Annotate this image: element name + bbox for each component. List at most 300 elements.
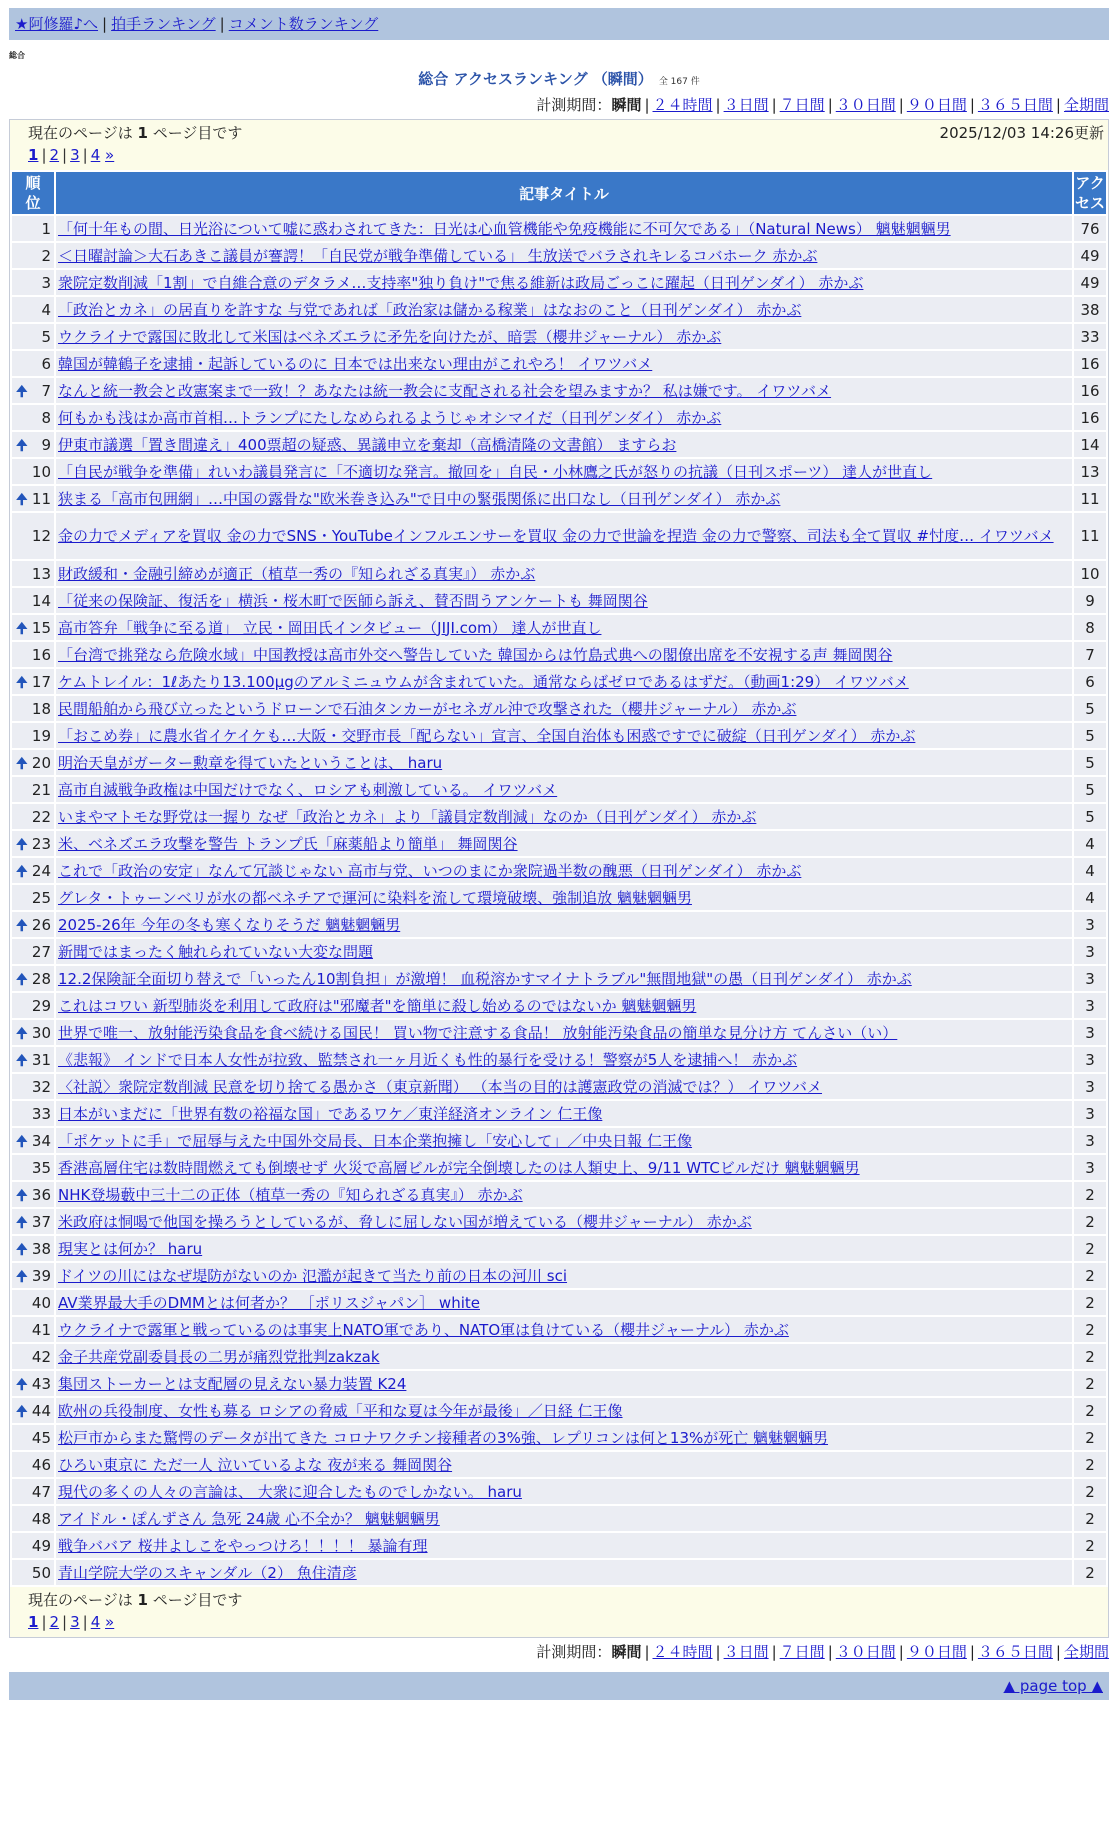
article-link[interactable]: 青山学院大学のスキャンダル（2） 魚住清彦 <box>58 1563 357 1582</box>
access-count: 4 <box>1074 885 1106 910</box>
rank-cell <box>12 939 54 964</box>
title-cell <box>56 1452 1072 1477</box>
access-count: 2 <box>1074 1560 1106 1585</box>
table-row <box>12 939 1106 964</box>
table-row <box>12 912 1106 937</box>
table-row <box>12 1155 1106 1180</box>
title-cell <box>56 1236 1072 1261</box>
article-link[interactable]: 民間船舶から飛び立ったというドローンで石油タンカーがセネガル沖で攻撃された（櫻井ジャーナル） 赤かぶ <box>58 699 797 718</box>
period-link[interactable]: ２４時間 <box>652 96 713 114</box>
rank-up-arrow-icon: 🠉 <box>16 384 28 400</box>
title-cell <box>56 1182 1072 1207</box>
rank-cell <box>12 723 54 748</box>
rank-cell <box>12 1074 54 1099</box>
rank-cell <box>12 750 54 775</box>
separator: | <box>62 146 68 164</box>
page-info-row-bottom <box>10 1587 1108 1611</box>
rank-number: 46 <box>31 1455 51 1474</box>
col-header-rank: 順 位 <box>12 172 54 214</box>
title-cell <box>56 1560 1072 1585</box>
article-link[interactable]: 日本がいまだに「世界有数の裕福な国」であるワケ／東洋経済オンライン 仁王像 <box>58 1104 603 1123</box>
title-cell <box>56 243 1072 268</box>
rank-number: 44 <box>31 1401 51 1420</box>
access-count: 2 <box>1074 1344 1106 1369</box>
rank-cell <box>12 777 54 802</box>
applause-ranking-link[interactable]: 拍手ランキング <box>111 15 216 33</box>
rank-cell <box>12 1020 54 1045</box>
rank-up-arrow-icon: 🠉 <box>16 1026 28 1042</box>
table-row <box>12 243 1106 268</box>
rank-number: 17 <box>31 672 51 691</box>
rank-number: 28 <box>31 969 51 988</box>
article-link[interactable]: 狭まる「高市包囲網」…中国の露骨な"欧米巻き込み"で日中の緊張関係に出口なし（日刊ゲンダイ） 赤かぶ <box>58 489 781 508</box>
rank-cell <box>12 405 54 430</box>
table-row <box>12 966 1106 991</box>
rank-number: 48 <box>31 1509 51 1528</box>
access-count: 3 <box>1074 993 1106 1018</box>
rank-cell <box>12 216 54 241</box>
rank-cell <box>12 615 54 640</box>
table-row <box>12 885 1106 910</box>
comment-ranking-link[interactable]: コメント数ランキング <box>228 15 379 33</box>
period-link[interactable]: ３６５日間 <box>977 96 1053 114</box>
separator: | <box>827 96 833 114</box>
access-count: 13 <box>1074 459 1106 484</box>
rank-number: 23 <box>31 834 51 853</box>
table-row <box>12 1101 1106 1126</box>
article-link[interactable]: いまやマトモな野党は一握り なぜ「政治とカネ」より「議員定数削減」なのか（日刊ゲンダイ） 赤かぶ <box>58 807 757 826</box>
rank-up-arrow-icon: 🠉 <box>16 1242 28 1258</box>
title-cell <box>56 1371 1072 1396</box>
pager-next-link[interactable]: » <box>105 1613 115 1631</box>
pager-page-link[interactable]: 4 <box>90 146 101 164</box>
separator: | <box>82 1613 88 1631</box>
access-count: 3 <box>1074 1128 1106 1153</box>
article-link[interactable]: 欧州の兵役制度、女性も募る ロシアの脅威「平和な夏は今年が最後」／日経 仁王像 <box>58 1401 623 1420</box>
table-row <box>12 270 1106 295</box>
separator: | <box>62 1613 68 1631</box>
article-link[interactable]: 明治天皇がガーター勲章を得ていたということは、 haru <box>58 753 443 772</box>
access-count: 5 <box>1074 750 1106 775</box>
table-row <box>12 1452 1106 1477</box>
separator: | <box>41 1613 47 1631</box>
rank-up-arrow-icon: 🠉 <box>16 1404 28 1420</box>
access-count: 5 <box>1074 804 1106 829</box>
table-row <box>12 351 1106 376</box>
rank-number: 11 <box>31 489 51 508</box>
title-cell <box>56 966 1072 991</box>
separator: | <box>715 96 721 114</box>
article-link[interactable]: 「従来の保険証、復活を」横浜・桜木町で医師ら訴え、賛否問うアンケートも 舞岡関谷 <box>58 591 648 610</box>
rank-number: 40 <box>31 1293 51 1312</box>
title-cell <box>56 1506 1072 1531</box>
access-count: 2 <box>1074 1209 1106 1234</box>
rank-cell <box>12 324 54 349</box>
title-cell <box>56 1533 1072 1558</box>
article-link[interactable]: 財政緩和・金融引締めが適正（植草一秀の『知られざる真実』） 赤かぶ <box>58 564 536 583</box>
title-cell <box>56 777 1072 802</box>
article-link[interactable]: 金の力でメディアを買収 金の力でSNS・YouTubeインフルエンサーを買収 金の力で世論を捏造 金の力で警察、司法も全て買収 #忖度… イワツバメ <box>58 527 1054 545</box>
rank-number: 6 <box>41 354 51 373</box>
table-row <box>12 1290 1106 1315</box>
home-link[interactable]: ★阿修羅♪へ <box>15 15 99 33</box>
rank-up-arrow-icon: 🠉 <box>16 918 28 934</box>
title-cell <box>56 804 1072 829</box>
rank-up-arrow-icon: 🠉 <box>16 1377 28 1393</box>
period-link[interactable]: ３日間 <box>723 96 769 114</box>
rank-up-arrow-icon: 🠉 <box>16 1269 28 1285</box>
access-count: 2 <box>1074 1371 1106 1396</box>
article-link[interactable]: 《悲報》 インドで日本人女性が拉致、監禁され一ヶ月近くも性的暴行を受ける！警察が5人を逮捕へ！ 赤かぶ <box>58 1050 798 1069</box>
separator: | <box>644 1643 650 1661</box>
rank-number: 9 <box>41 435 51 454</box>
rank-number: 31 <box>31 1050 51 1069</box>
pager-current-page[interactable]: 1 <box>28 146 39 164</box>
access-count: 5 <box>1074 723 1106 748</box>
pager-page-link[interactable]: 2 <box>49 1613 60 1631</box>
title-cell <box>56 432 1072 457</box>
title-cell <box>56 1290 1072 1315</box>
article-link[interactable]: これはコワい 新型肺炎を利用して政府は"邪魔者"を簡単に殺し始めるのではないか 魑魅魍魎男 <box>58 996 697 1015</box>
title-cell <box>56 561 1072 586</box>
separator: | <box>771 1643 777 1661</box>
table-row <box>12 1425 1106 1450</box>
rank-up-arrow-icon: 🠉 <box>16 1053 28 1069</box>
title-cell <box>56 885 1072 910</box>
period-link[interactable]: ３０日間 <box>835 96 896 114</box>
ranking-table <box>10 170 1108 1587</box>
pager-next-link[interactable]: » <box>105 146 115 164</box>
period-link[interactable]: ３日間 <box>723 1643 769 1661</box>
rank-cell <box>12 1236 54 1261</box>
title-cell <box>56 1398 1072 1423</box>
article-link[interactable]: 伊東市議選「置き間違え」400票超の疑惑、異議申立を棄却（高橋清隆の文書館） ますらお <box>58 435 677 454</box>
rank-up-arrow-icon: 🠉 <box>16 972 28 988</box>
pager-bottom <box>10 1611 1108 1637</box>
period-link[interactable]: ３０日間 <box>835 1643 896 1661</box>
article-link[interactable]: ひろい東京に ただ一人 泣いているよな 夜が来る 舞岡関谷 <box>58 1455 453 1474</box>
article-link[interactable]: AV業界最大手のDMMとは何者か？ ［ポリスジャパン］ white <box>58 1293 480 1312</box>
total-count: 全 167 件 <box>658 77 700 87</box>
title-cell <box>56 858 1072 883</box>
separator: | <box>898 1643 904 1661</box>
page-top-link[interactable]: ▲ page top ▲ <box>1003 1677 1103 1695</box>
rank-number: 32 <box>31 1077 51 1096</box>
rank-number: 30 <box>31 1023 51 1042</box>
updated-timestamp: 2025/12/03 14:26更新 <box>939 124 1104 142</box>
article-link[interactable]: 韓国が韓鶴子を逮捕・起訴しているのに 日本では出来ない理由がこれやろ！ イワツバメ <box>58 354 653 373</box>
article-link[interactable]: なんと統一教会と改憲案まで一致！？あなたは統一教会に支配される社会を望みますか？ 私は嫌です。 イワツバメ <box>58 381 832 400</box>
table-header-row <box>12 172 1106 214</box>
rank-cell <box>12 1101 54 1126</box>
table-row <box>12 1236 1106 1261</box>
page-info: 現在のページは 1 ページ目です <box>28 1591 243 1609</box>
article-link[interactable]: 「おこめ券」に農水省イケイケも…大阪・交野市長「配らない」宣言、全国自治体も困惑ですでに破綻（日刊ゲンダイ） 赤かぶ <box>58 726 916 745</box>
access-count: 2 <box>1074 1425 1106 1450</box>
rank-number: 10 <box>31 462 51 481</box>
rank-cell <box>12 1182 54 1207</box>
pager-current-page[interactable]: 1 <box>28 1613 39 1631</box>
period-link[interactable]: ７日間 <box>779 1643 825 1661</box>
article-link[interactable]: ドイツの川にはなぜ堤防がないのか 氾濫が起きて当たり前の日本の河川 sci <box>58 1266 568 1285</box>
article-link[interactable]: 松戸市からまた驚愕のデータが出てきた コロナワクチン接種者の3%強、レプリコンは何と13%が死亡 魑魅魍魎男 <box>58 1428 829 1447</box>
period-link[interactable]: ３６５日間 <box>977 1643 1053 1661</box>
title-cell <box>56 459 1072 484</box>
access-count: 3 <box>1074 966 1106 991</box>
rank-cell <box>12 1479 54 1504</box>
table-row <box>12 297 1106 322</box>
rank-number: 39 <box>31 1266 51 1285</box>
separator: | <box>1055 1643 1061 1661</box>
access-count: 2 <box>1074 1317 1106 1342</box>
title-cell <box>56 405 1072 430</box>
article-link[interactable]: 「何十年もの間、日光浴について嘘に惑わされてきた：日光は心血管機能や免疫機能に不可欠である」（Natural News） 魑魅魍魎男 <box>58 219 951 238</box>
article-link[interactable]: 米政府は恫喝で他国を操ろうとしているが、脅しに屈しない国が増えている（櫻井ジャーナル） 赤かぶ <box>58 1212 752 1231</box>
pager-page-link[interactable]: 4 <box>90 1613 101 1631</box>
access-count: 3 <box>1074 939 1106 964</box>
rank-number: 16 <box>31 645 51 664</box>
rank-number: 12 <box>31 527 51 545</box>
access-count: 9 <box>1074 588 1106 613</box>
rank-cell <box>12 831 54 856</box>
rank-cell <box>12 1425 54 1450</box>
table-row <box>12 378 1106 403</box>
period-link[interactable]: ９０日間 <box>906 96 967 114</box>
access-count: 38 <box>1074 297 1106 322</box>
rank-cell <box>12 351 54 376</box>
separator: | <box>771 96 777 114</box>
access-count: 4 <box>1074 858 1106 883</box>
rank-number: 43 <box>31 1374 51 1393</box>
rank-number: 36 <box>31 1185 51 1204</box>
table-row <box>12 459 1106 484</box>
table-row <box>12 486 1106 511</box>
table-row <box>12 642 1106 667</box>
title-cell <box>56 216 1072 241</box>
rank-cell <box>12 696 54 721</box>
article-link[interactable]: 何もかも浅はか高市首相…トランプにたしなめられるようじゃオシマイだ（日刊ゲンダイ） 赤かぶ <box>58 408 722 427</box>
title-cell <box>56 912 1072 937</box>
rank-number: 41 <box>31 1320 51 1339</box>
rank-number: 26 <box>31 915 51 934</box>
table-row <box>12 1263 1106 1288</box>
rank-number: 19 <box>31 726 51 745</box>
article-link[interactable]: 衆院定数削減「1割」で自維合意のデタラメ…支持率"独り負け"で焦る維新は政局ごっこに躍起（日刊ゲンダイ） 赤かぶ <box>58 273 864 292</box>
table-row <box>12 723 1106 748</box>
rank-up-arrow-icon: 🠉 <box>16 438 28 454</box>
article-link[interactable]: 「台湾で挑発なら危険水域」中国教授は高市外交へ警告していた 韓国からは竹島式典への閣僚出席を不安視する声 舞岡関谷 <box>58 645 893 664</box>
rank-number: 13 <box>31 564 51 583</box>
title-cell <box>56 993 1072 1018</box>
table-row <box>12 858 1106 883</box>
period-link[interactable]: 全期間 <box>1063 96 1109 114</box>
rank-cell <box>12 432 54 457</box>
article-link[interactable]: 戦争ババア 桜井よしこをやっつけろ！！！！ 暴論有理 <box>58 1536 428 1555</box>
title-cell <box>56 1128 1072 1153</box>
ranking-box <box>9 119 1109 1638</box>
rank-number: 3 <box>41 273 51 292</box>
access-count: 49 <box>1074 270 1106 295</box>
article-link[interactable]: 世界で唯一、放射能汚染食品を食べ続ける国民！ 買い物で注意する食品！ 放射能汚染食品の簡単な見分け方 てんさい（い） <box>58 1023 898 1042</box>
rank-number: 1 <box>41 219 51 238</box>
access-count: 2 <box>1074 1236 1106 1261</box>
title-cell <box>56 324 1072 349</box>
access-count: 7 <box>1074 642 1106 667</box>
table-row <box>12 1047 1106 1072</box>
title-cell <box>56 297 1072 322</box>
access-count: 76 <box>1074 216 1106 241</box>
title-cell <box>56 1317 1072 1342</box>
access-count: 5 <box>1074 777 1106 802</box>
access-count: 2 <box>1074 1533 1106 1558</box>
article-link[interactable]: 集団ストーカーとは支配層の見えない暴力装置 K24 <box>58 1374 407 1393</box>
rank-up-arrow-icon: 🠉 <box>16 675 28 691</box>
table-row <box>12 993 1106 1018</box>
rank-number: 47 <box>31 1482 51 1501</box>
rank-number: 4 <box>41 300 51 319</box>
rank-number: 20 <box>31 753 51 772</box>
article-link[interactable]: ＜日曜討論＞大石あきこ議員が謇諤！「自民党が戦争準備している」 生放送でバラされキレるコバホーク 赤かぶ <box>58 246 818 265</box>
title-cell <box>56 1155 1072 1180</box>
title-cell <box>56 486 1072 511</box>
table-row <box>12 216 1106 241</box>
table-row <box>12 804 1106 829</box>
access-count: 2 <box>1074 1479 1106 1504</box>
title-cell <box>56 1263 1072 1288</box>
footer-bar <box>9 1672 1109 1700</box>
rank-cell <box>12 858 54 883</box>
access-count: 3 <box>1074 1047 1106 1072</box>
article-link[interactable]: ウクライナで露国に敗北して米国はベネズエラに矛先を向けたが、暗雲（櫻井ジャーナル） 赤かぶ <box>58 327 722 346</box>
title-cell <box>56 1047 1072 1072</box>
separator: | <box>969 96 975 114</box>
table-row <box>12 1479 1106 1504</box>
title-cell <box>56 723 1072 748</box>
period-link[interactable]: 全期間 <box>1063 1643 1109 1661</box>
rank-number: 45 <box>31 1428 51 1447</box>
access-count: 3 <box>1074 1020 1106 1045</box>
article-link[interactable]: 〈社説〉衆院定数削減 民意を切り捨てる愚かさ（東京新聞） （本当の目的は護憲政党の消滅では？） イワツバメ <box>58 1077 823 1096</box>
article-link[interactable]: 高市答弁「戦争に至る道」 立民・岡田氏インタビュー（JIJI.com） 達人が世直し <box>58 618 602 637</box>
title-cell <box>56 351 1072 376</box>
rank-up-arrow-icon: 🠉 <box>16 492 28 508</box>
rank-up-arrow-icon: 🠉 <box>16 621 28 637</box>
article-link[interactable]: NHK登場藪中三十二の正体（植草一秀の『知られざる真実』） 赤かぶ <box>58 1185 523 1204</box>
article-link[interactable]: 高市自滅戦争政権は中国だけでなく、ロシアも刺激している。 イワツバメ <box>58 780 558 799</box>
separator: | <box>1055 96 1061 114</box>
rank-cell <box>12 1371 54 1396</box>
table-row <box>12 1209 1106 1234</box>
article-link[interactable]: アイドル・ぽんずさん 急死 24歳 心不全か？ 魑魅魍魎男 <box>58 1509 440 1528</box>
pager <box>10 144 1108 170</box>
rank-cell <box>12 297 54 322</box>
access-count: 16 <box>1074 351 1106 376</box>
rank-number: 5 <box>41 327 51 346</box>
title-cell <box>56 939 1072 964</box>
article-link[interactable]: ケムトレイル：1ℓあたり13.100μgのアルミニュウムが含まれていた。通常ならばゼロであるはずだ。（動画1:29） イワツバメ <box>58 672 909 691</box>
rank-cell <box>12 378 54 403</box>
period-link[interactable]: ７日間 <box>779 96 825 114</box>
rank-number: 22 <box>31 807 51 826</box>
article-link[interactable]: 「ポケットに手」で屈辱与えた中国外交局長、日本企業抱擁し「安心して」／中央日報 仁王像 <box>58 1131 693 1150</box>
rank-number: 14 <box>31 591 51 610</box>
section-tag: 総合 <box>9 51 25 60</box>
rank-cell <box>12 1506 54 1531</box>
access-count: 14 <box>1074 432 1106 457</box>
separator: | <box>969 1643 975 1661</box>
separator: | <box>82 146 88 164</box>
access-count: 3 <box>1074 1074 1106 1099</box>
access-count: 2 <box>1074 1290 1106 1315</box>
table-row <box>12 1560 1106 1585</box>
rank-cell <box>12 486 54 511</box>
article-link[interactable]: ウクライナで露軍と戦っているのは事実上NATO軍であり、NATO軍は負けている（櫻井ジャーナル） 赤かぶ <box>58 1320 789 1339</box>
rank-cell <box>12 270 54 295</box>
rank-number: 35 <box>31 1158 51 1177</box>
article-link[interactable]: 12.2保険証全面切り替えで「いったん10割負担」が激増！ 血税溶かすマイナトラブル"無間地獄"の愚（日刊ゲンダイ） 赤かぶ <box>58 969 912 988</box>
access-count: 2 <box>1074 1452 1106 1477</box>
access-count: 10 <box>1074 561 1106 586</box>
pager-page-link[interactable]: 2 <box>49 146 60 164</box>
rank-up-arrow-icon: 🠉 <box>16 837 28 853</box>
rank-cell <box>12 1452 54 1477</box>
article-link[interactable]: 新聞ではまったく触れられていない大変な問題 <box>58 942 374 961</box>
rank-cell <box>12 1128 54 1153</box>
article-link[interactable]: 「政治とカネ」の居直りを許すな 与党であれば「政治家は儲かる稼業」はなおのこと（日刊ゲンダイ） 赤かぶ <box>58 300 802 319</box>
separator: | <box>41 146 47 164</box>
article-link[interactable]: グレタ・トゥーンベリが水の都ベネチアで運河に染料を流して環境破壊、強制追放 魑魅魍魎男 <box>58 888 692 907</box>
rank-number: 37 <box>31 1212 51 1231</box>
article-link[interactable]: 米、ベネズエラ攻撃を警告 トランプ氏「麻薬船より簡単」 舞岡関谷 <box>58 834 518 853</box>
separator: | <box>644 96 650 114</box>
title-cell <box>56 1479 1072 1504</box>
period-link[interactable]: ２４時間 <box>652 1643 713 1661</box>
table-row <box>12 615 1106 640</box>
title-cell <box>56 750 1072 775</box>
rank-cell <box>12 804 54 829</box>
period-link[interactable]: ９０日間 <box>906 1643 967 1661</box>
article-link[interactable]: 金子共産党副委員長の二男が痛烈党批判zakzak <box>58 1347 380 1366</box>
table-row <box>12 432 1106 457</box>
table-row <box>12 405 1106 430</box>
table-row <box>12 1533 1106 1558</box>
title-cell <box>56 642 1072 667</box>
rank-number: 27 <box>31 942 51 961</box>
title-cell <box>56 831 1072 856</box>
article-link[interactable]: これで「政治の安定」なんて冗談じゃない 高市与党、いつのまにか衆院過半数の醜悪（日刊ゲンダイ） 赤かぶ <box>58 861 802 880</box>
rank-up-arrow-icon: 🠉 <box>16 756 28 772</box>
period-label: 計測期間： <box>536 1643 612 1661</box>
pager-page-link[interactable]: 3 <box>70 1613 80 1631</box>
period-current: 瞬間 <box>611 96 642 114</box>
separator: | <box>898 96 904 114</box>
title-cell <box>56 1344 1072 1369</box>
article-link[interactable]: 2025-26年 今年の冬も寒くなりそうだ 魑魅魍魎男 <box>58 915 401 934</box>
rank-cell <box>12 885 54 910</box>
separator: | <box>827 1643 833 1661</box>
table-row <box>12 669 1106 694</box>
table-row <box>12 513 1106 559</box>
pager-page-link[interactable]: 3 <box>70 146 80 164</box>
title-cell <box>56 1101 1072 1126</box>
table-row <box>12 1182 1106 1207</box>
article-link[interactable]: 現代の多くの人々の言論は、 大衆に迎合したものでしかない。 haru <box>58 1482 522 1501</box>
title-cell <box>56 1209 1072 1234</box>
article-link[interactable]: 香港高層住宅は数時間燃えても倒壊せず 火災で高層ビルが完全倒壊したのは人類史上、9/11 WTCビルだけ 魑魅魍魎男 <box>58 1158 860 1177</box>
article-link[interactable]: 「自民が戦争を準備」れいわ議員発言に「不適切な発言。撤回を」自民・小林鷹之氏が怒りの抗議（日刊スポーツ） 達人が世直し <box>58 462 933 481</box>
article-link[interactable]: 現実とは何か？ haru <box>58 1239 203 1258</box>
rank-number: 2 <box>41 246 51 265</box>
